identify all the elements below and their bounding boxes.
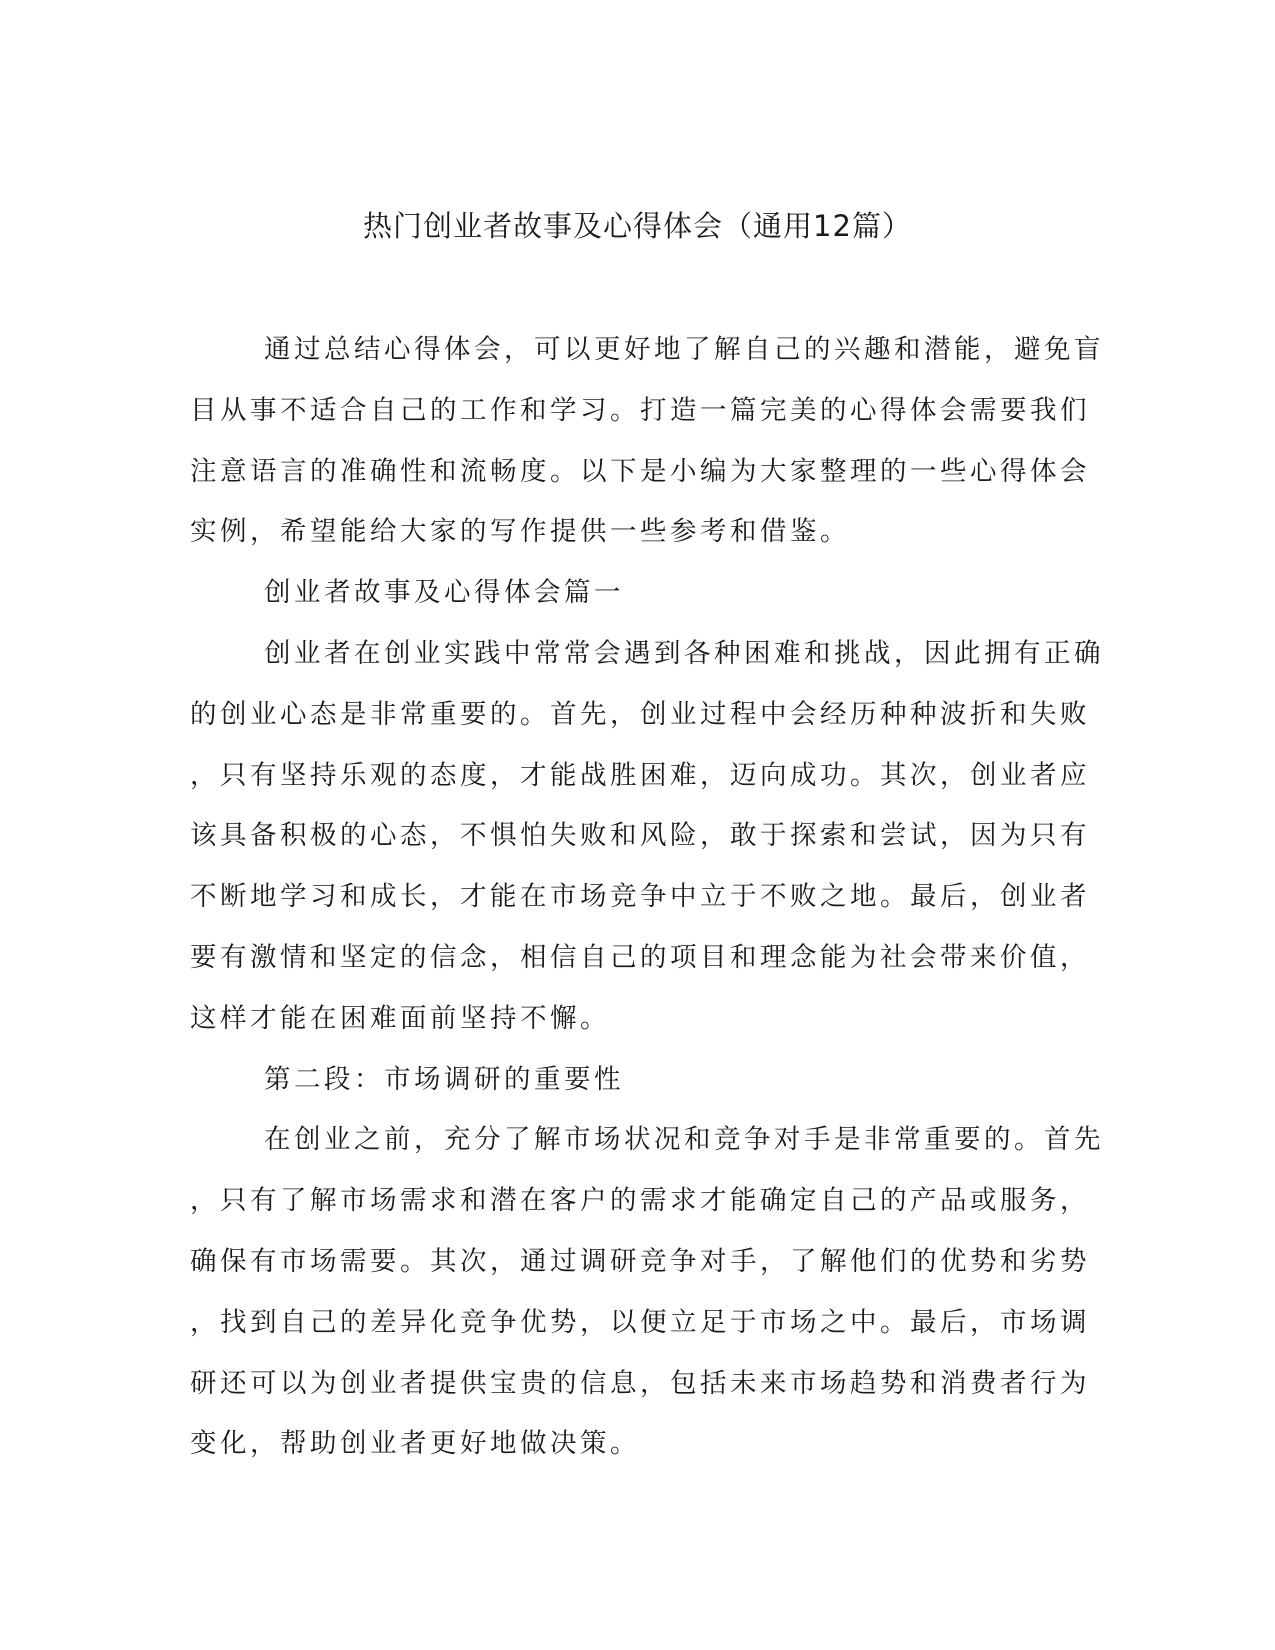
text-line: 不断地学习和成长，才能在市场竞争中立于不败之地。最后，创业者: [190, 881, 1090, 913]
document-body: [190, 328, 1104, 1483]
text-line: 注意语言的准确性和流畅度。以下是小编为大家整理的一些心得体会: [190, 455, 1090, 487]
text-line: ，找到自己的差异化竞争优势，以便立足于市场之中。最后，市场调: [190, 1306, 1090, 1338]
text-line: 变化，帮助创业者更好地做决策。: [190, 1428, 640, 1460]
text-line: ，只有坚持乐观的态度，才能战胜困难，迈向成功。其次，创业者应: [190, 759, 1090, 791]
text-line: 第二段：市场调研的重要性: [264, 1063, 624, 1095]
text-line: 该具备积极的心态，不惧怕失败和风险，敢于探索和尝试，因为只有: [190, 820, 1090, 852]
document-title: 热门创业者故事及心得体会（通用12篇）: [363, 209, 912, 243]
text-line: 目从事不适合自己的工作和学习。打造一篇完美的心得体会需要我们: [190, 394, 1090, 426]
text-line: 的创业心态是非常重要的。首先，创业过程中会经历种种波折和失败: [190, 698, 1090, 730]
text-line: 研还可以为创业者提供宝贵的信息，包括未来市场趋势和消费者行为: [190, 1367, 1090, 1399]
text-line: 创业者故事及心得体会篇一: [264, 577, 624, 609]
text-line: 在创业之前，充分了解市场状况和竞争对手是非常重要的。首先: [264, 1124, 1104, 1156]
text-line: 实例，希望能给大家的写作提供一些参考和借鉴。: [190, 516, 850, 548]
text-line: 确保有市场需要。其次，通过调研竞争对手，了解他们的优势和劣势: [190, 1245, 1090, 1277]
text-line: 要有激情和坚定的信念，相信自己的项目和理念能为社会带来价值，: [190, 941, 1090, 973]
text-line: 创业者在创业实践中常常会遇到各种困难和挑战，因此拥有正确: [264, 637, 1104, 669]
text-line: 通过总结心得体会，可以更好地了解自己的兴趣和潜能，避免盲: [264, 334, 1104, 365]
text-line: 这样才能在困难面前坚持不懈。: [190, 1002, 610, 1034]
text-line: ，只有了解市场需求和潜在客户的需求才能确定自己的产品或服务，: [190, 1185, 1090, 1217]
